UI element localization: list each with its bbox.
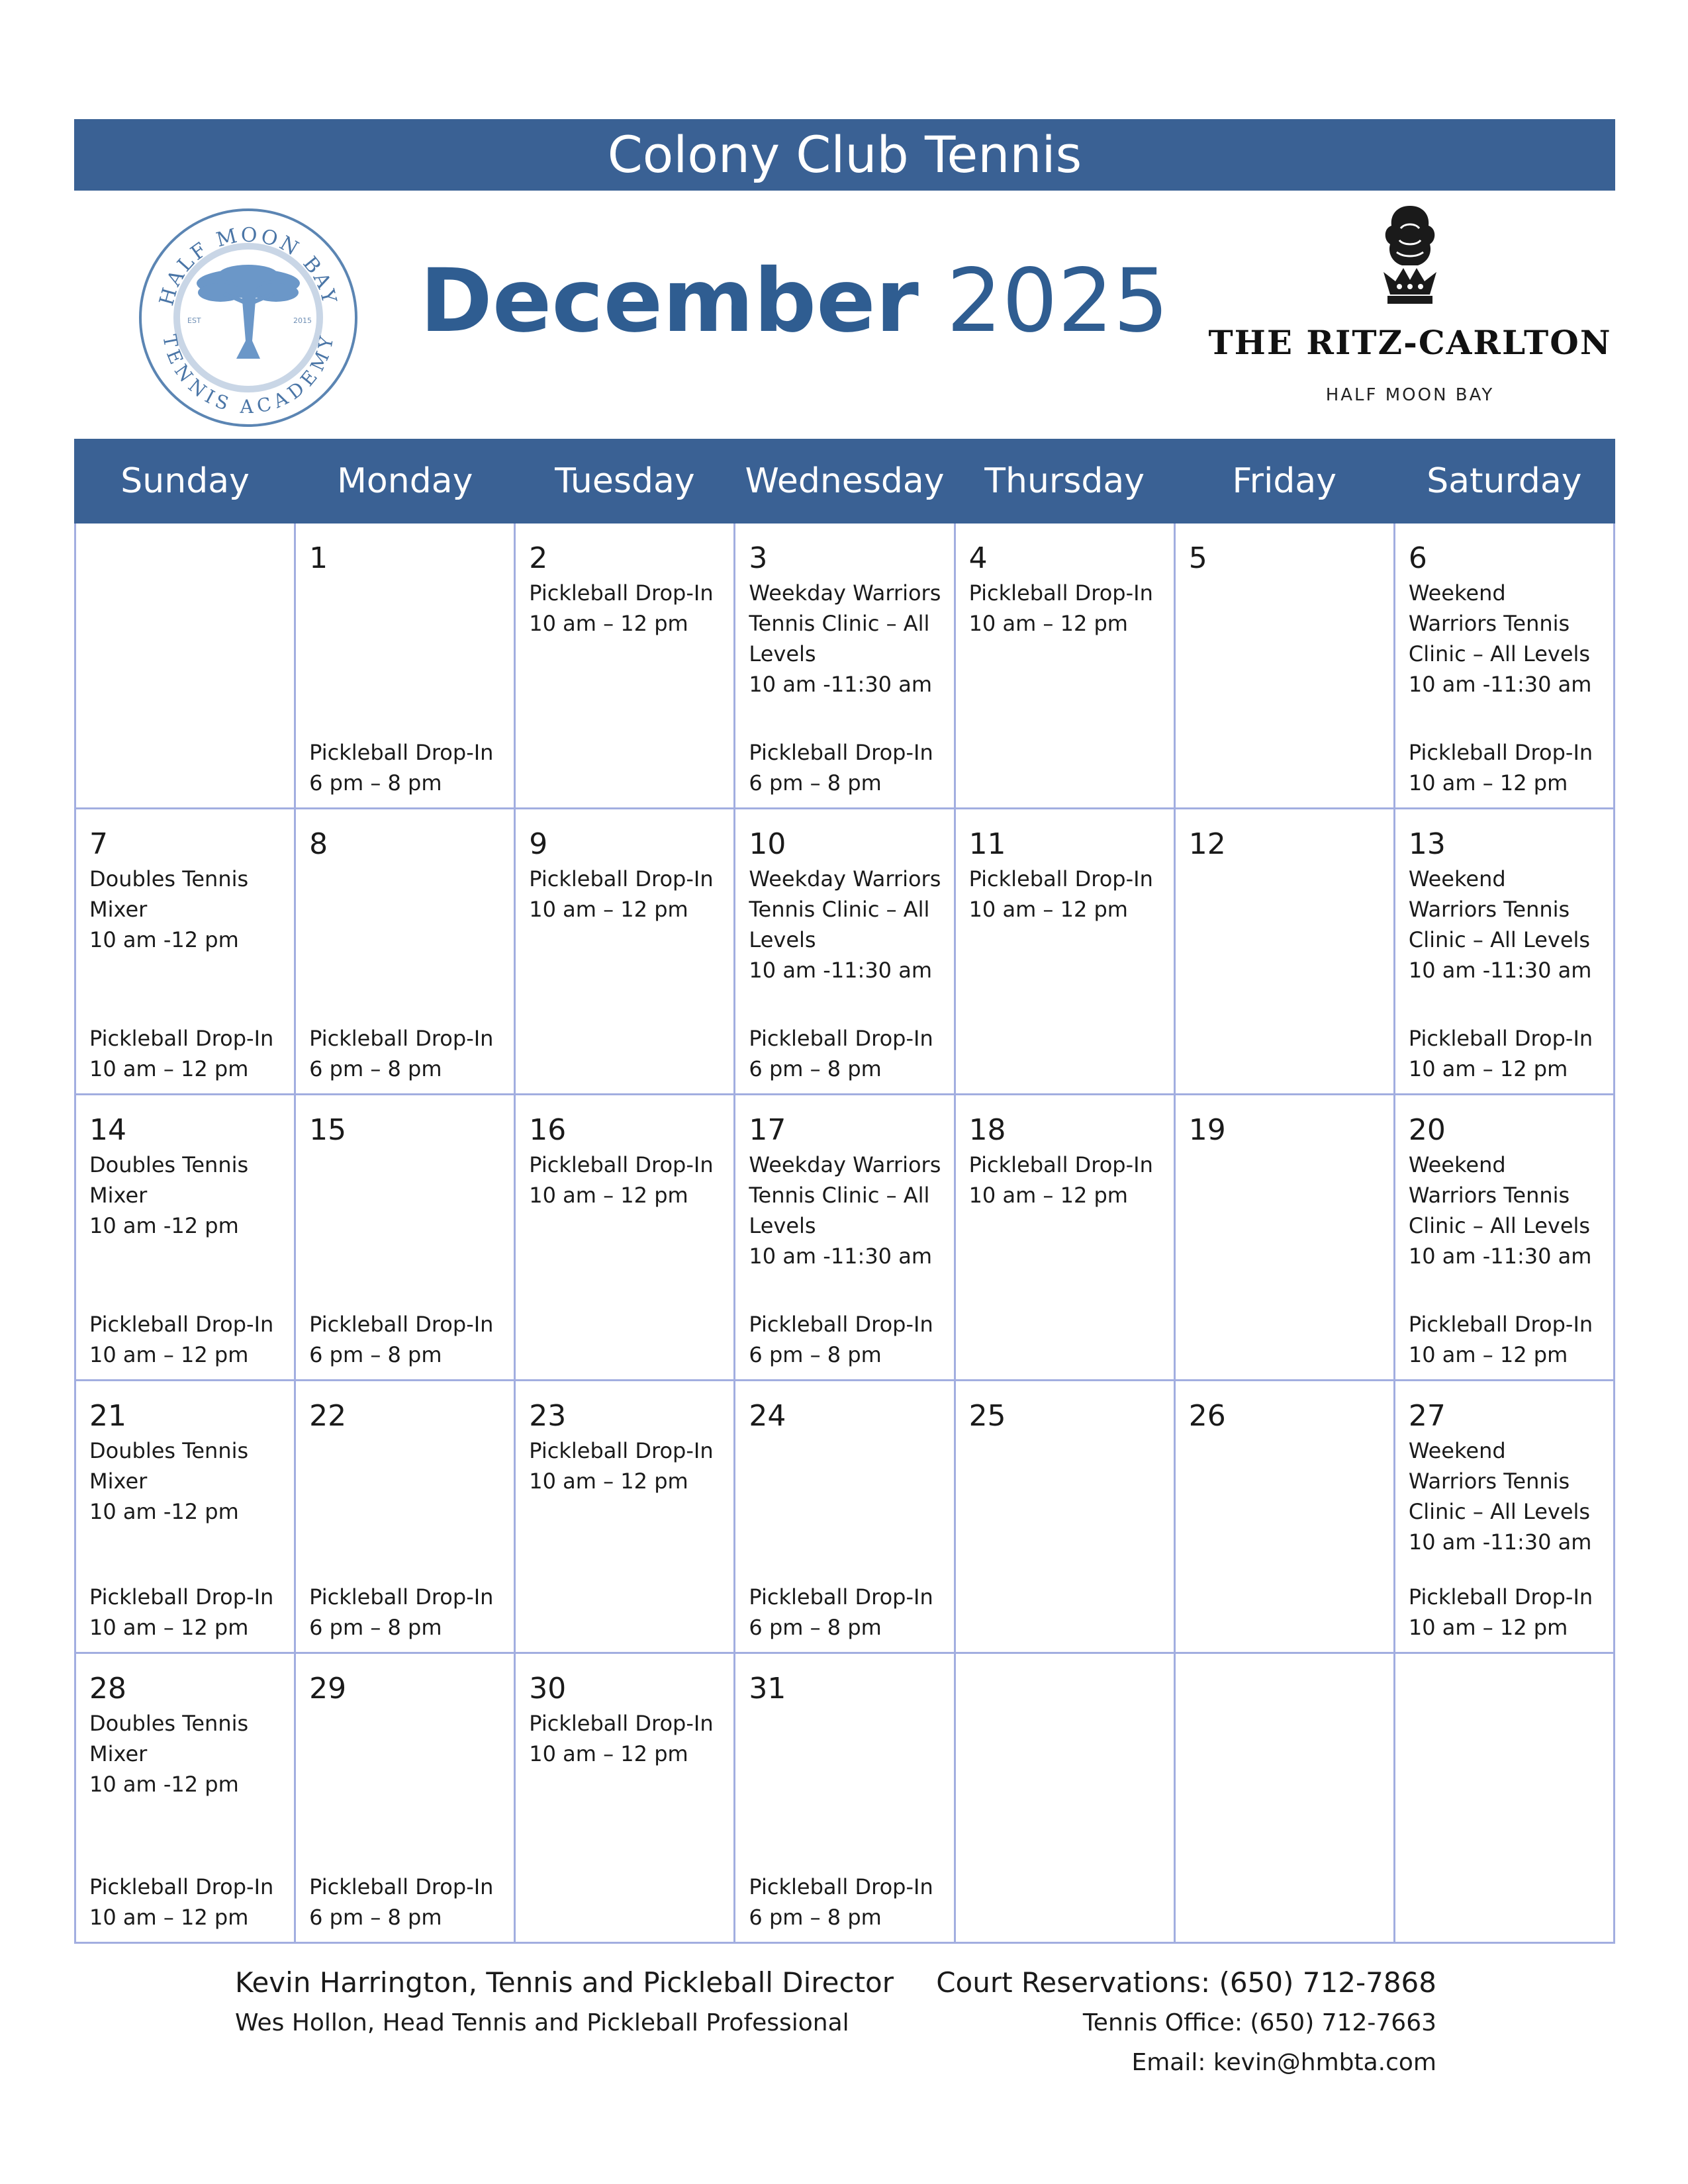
office-phone-line: Tennis Office: (650) 712-7663 [1082,2009,1436,2036]
event-text-bottom: Pickleball Drop-In 6 pm – 8 pm [749,1312,933,1367]
day-number: 28 [89,1672,126,1706]
day-cell [515,523,735,809]
day-cell [1394,1653,1614,1943]
day-cell [295,523,515,809]
day-cell [955,1381,1174,1653]
reservations-line: Court Reservations: (650) 712-7868 [936,1966,1436,1999]
lion-crown-icon [1364,202,1456,308]
day-cell-content [309,541,506,798]
day-cell [75,809,295,1095]
day-number: 25 [968,1399,1006,1433]
event-text: Pickleball Drop-In 10 am – 12 pm [968,580,1153,636]
day-number: 17 [749,1113,786,1147]
day-cell [75,1653,295,1943]
day-number: 30 [529,1672,567,1706]
event-text-bottom: Pickleball Drop-In 6 pm – 8 pm [309,1026,494,1081]
day-cell [1174,1095,1394,1381]
banner-title: Colony Club Tennis [74,119,1615,191]
week-row [75,1381,1615,1653]
event-text: Weekend Warriors Tennis Clinic – All Levels 10 am -11:30 am [1408,580,1592,697]
year-label: 2025 [946,250,1169,352]
day-cell-content [1189,1113,1385,1370]
day-cell-content [89,1671,286,1933]
week-row [75,809,1615,1095]
day-cell [1394,1381,1614,1653]
day-cell-content [749,541,945,798]
weekday-header: Friday [1174,440,1394,523]
day-number: 14 [89,1113,126,1147]
day-cell [1174,1381,1394,1653]
event-text-bottom: Pickleball Drop-In 10 am – 12 pm [89,1874,274,1930]
event-text: Weekend Warriors Tennis Clinic – All Levels 10 am -11:30 am [1408,1152,1592,1269]
weekday-header-row [75,440,1615,523]
day-number: 1 [309,541,328,575]
day-cell-content [89,1113,286,1370]
day-cell [955,1095,1174,1381]
email-line: Email: kevin@hmbta.com [1131,2049,1436,2076]
day-cell [295,1095,515,1381]
day-cell [955,523,1174,809]
day-number: 4 [968,541,988,575]
day-number: 29 [309,1672,347,1706]
day-cell-content [1189,827,1385,1084]
day-number: 11 [968,827,1006,861]
weekday-header: Sunday [75,440,295,523]
day-cell-content [309,827,506,1084]
event-text-bottom: Pickleball Drop-In 10 am – 12 pm [89,1026,274,1081]
day-cell [515,1653,735,1943]
day-cell [75,1095,295,1381]
day-cell [1174,809,1394,1095]
day-cell-content [969,827,1166,1084]
event-text-bottom: Pickleball Drop-In 10 am – 12 pm [1408,1312,1593,1367]
event-text: Pickleball Drop-In 10 am – 12 pm [968,866,1153,922]
day-cell [735,1381,955,1653]
weekday-header: Tuesday [515,440,735,523]
day-number: 13 [1408,827,1446,861]
day-cell [1174,523,1394,809]
day-cell-content [1409,1671,1605,1933]
event-text-bottom: Pickleball Drop-In 6 pm – 8 pm [309,1312,494,1367]
event-text: Doubles Tennis Mixer 10 am -12 pm [89,866,249,952]
ritz-carlton-location: HALF MOON BAY [1325,385,1495,405]
event-text: Doubles Tennis Mixer 10 am -12 pm [89,1711,249,1797]
event-text: Doubles Tennis Mixer 10 am -12 pm [89,1438,249,1524]
day-cell-content [1189,541,1385,798]
calendar-grid [74,439,1615,1944]
day-number: 31 [749,1672,786,1706]
day-number: 27 [1408,1399,1446,1433]
event-text-bottom: Pickleball Drop-In 10 am – 12 pm [1408,1584,1593,1640]
day-cell [515,809,735,1095]
day-number: 7 [89,827,108,861]
day-cell-content [749,1671,945,1933]
event-text-bottom: Pickleball Drop-In 10 am – 12 pm [1408,1026,1593,1081]
event-text-bottom: Pickleball Drop-In 10 am – 12 pm [89,1584,274,1640]
event-text: Pickleball Drop-In 10 am – 12 pm [529,1438,714,1494]
week-row [75,1095,1615,1381]
event-text: Weekend Warriors Tennis Clinic – All Levels 10 am -11:30 am [1408,1438,1592,1555]
day-cell-content [749,1398,945,1643]
day-number: 16 [529,1113,567,1147]
day-cell-content [309,1398,506,1643]
day-cell-content [89,1398,286,1643]
day-cell [1394,809,1614,1095]
event-text: Pickleball Drop-In 10 am – 12 pm [529,580,714,636]
logo-year-label: 2015 [293,316,312,325]
day-number: 8 [309,827,328,861]
day-number: 12 [1188,827,1226,861]
day-number: 9 [529,827,548,861]
week-row [75,523,1615,809]
tree-icon [197,265,300,359]
staff-contacts [235,1962,963,2043]
day-cell [1174,1653,1394,1943]
day-cell-content [749,1113,945,1370]
day-number: 21 [89,1399,126,1433]
event-text: Weekday Warriors Tennis Clinic – All Levels 10 am -11:30 am [749,1152,941,1269]
day-cell [735,809,955,1095]
day-cell-content [1409,541,1605,798]
event-text-bottom: Pickleball Drop-In 6 pm – 8 pm [749,1584,933,1640]
day-number: 2 [529,541,548,575]
day-cell-content [1409,827,1605,1084]
day-cell [295,1381,515,1653]
event-text-bottom: Pickleball Drop-In 6 pm – 8 pm [309,1584,494,1640]
weekday-header: Monday [295,440,515,523]
event-text: Pickleball Drop-In 10 am – 12 pm [968,1152,1153,1208]
day-number: 15 [309,1113,347,1147]
ritz-carlton-name: THE RITZ-CARLTON [1208,323,1612,362]
day-number: 23 [529,1399,567,1433]
day-cell-content [529,1671,726,1933]
weekday-header: Saturday [1394,440,1614,523]
day-cell-content [89,827,286,1084]
head-pro-line: Wes Hollon, Head Tennis and Pickleball Professional [235,2009,849,2036]
day-cell [1394,523,1614,809]
day-number: 6 [1408,541,1427,575]
logo-est-label: EST [187,316,201,325]
day-cell-content [1189,1398,1385,1643]
day-number: 3 [749,541,768,575]
day-cell-content [749,827,945,1084]
day-cell-content [529,827,726,1084]
month-name: December [420,250,919,352]
day-number: 18 [968,1113,1006,1147]
event-text-bottom: Pickleball Drop-In 6 pm – 8 pm [749,740,933,796]
day-cell [515,1095,735,1381]
day-cell-content [1409,1113,1605,1370]
event-text-bottom: Pickleball Drop-In 10 am – 12 pm [1408,740,1593,796]
event-text-bottom: Pickleball Drop-In 6 pm – 8 pm [309,1874,494,1930]
day-cell-content [969,1671,1166,1933]
day-cell [75,523,295,809]
event-text: Weekday Warriors Tennis Clinic – All Levels 10 am -11:30 am [749,866,941,983]
event-text: Weekday Warriors Tennis Clinic – All Levels 10 am -11:30 am [749,580,941,697]
half-moon-bay-tennis-academy-logo [136,205,361,430]
day-cell-content [309,1113,506,1370]
day-cell [295,809,515,1095]
event-text: Weekend Warriors Tennis Clinic – All Levels 10 am -11:30 am [1408,866,1592,983]
event-text: Pickleball Drop-In 10 am – 12 pm [529,1152,714,1208]
day-cell-content [1409,1398,1605,1643]
day-number: 24 [749,1399,786,1433]
day-number: 20 [1408,1113,1446,1147]
day-number: 22 [309,1399,347,1433]
day-cell [735,1653,955,1943]
day-cell-content [89,541,286,798]
event-text-bottom: Pickleball Drop-In 6 pm – 8 pm [749,1026,933,1081]
day-cell-content [529,1113,726,1370]
event-text-bottom: Pickleball Drop-In 10 am – 12 pm [89,1312,274,1367]
day-cell-content [529,1398,726,1643]
day-cell [955,1653,1174,1943]
day-number: 5 [1188,541,1207,575]
logo-bottom-text: TENNIS ACADEMY [158,332,338,418]
day-cell [955,809,1174,1095]
weekday-header: Thursday [955,440,1174,523]
month-title [397,245,1192,357]
day-cell [735,523,955,809]
event-text-bottom: Pickleball Drop-In 6 pm – 8 pm [309,740,494,796]
week-row [75,1653,1615,1943]
contact-info [920,1962,1436,2083]
event-text-bottom: Pickleball Drop-In 6 pm – 8 pm [749,1874,933,1930]
day-cell-content [529,541,726,798]
day-cell-content [1189,1671,1385,1933]
event-text: Doubles Tennis Mixer 10 am -12 pm [89,1152,249,1238]
day-number: 26 [1188,1399,1226,1433]
logo-top-text: HALF MOON BAY [155,223,342,308]
day-cell [75,1381,295,1653]
event-text: Pickleball Drop-In 10 am – 12 pm [529,866,714,922]
day-number: 19 [1188,1113,1226,1147]
day-cell [735,1095,955,1381]
day-cell-content [969,541,1166,798]
event-text: Pickleball Drop-In 10 am – 12 pm [529,1711,714,1766]
day-cell [515,1381,735,1653]
day-number: 10 [749,827,786,861]
day-cell [1394,1095,1614,1381]
weekday-header: Wednesday [735,440,955,523]
day-cell-content [969,1398,1166,1643]
day-cell-content [969,1113,1166,1370]
director-line: Kevin Harrington, Tennis and Pickleball Director [235,1966,894,1999]
day-cell [295,1653,515,1943]
day-cell-content [309,1671,506,1933]
